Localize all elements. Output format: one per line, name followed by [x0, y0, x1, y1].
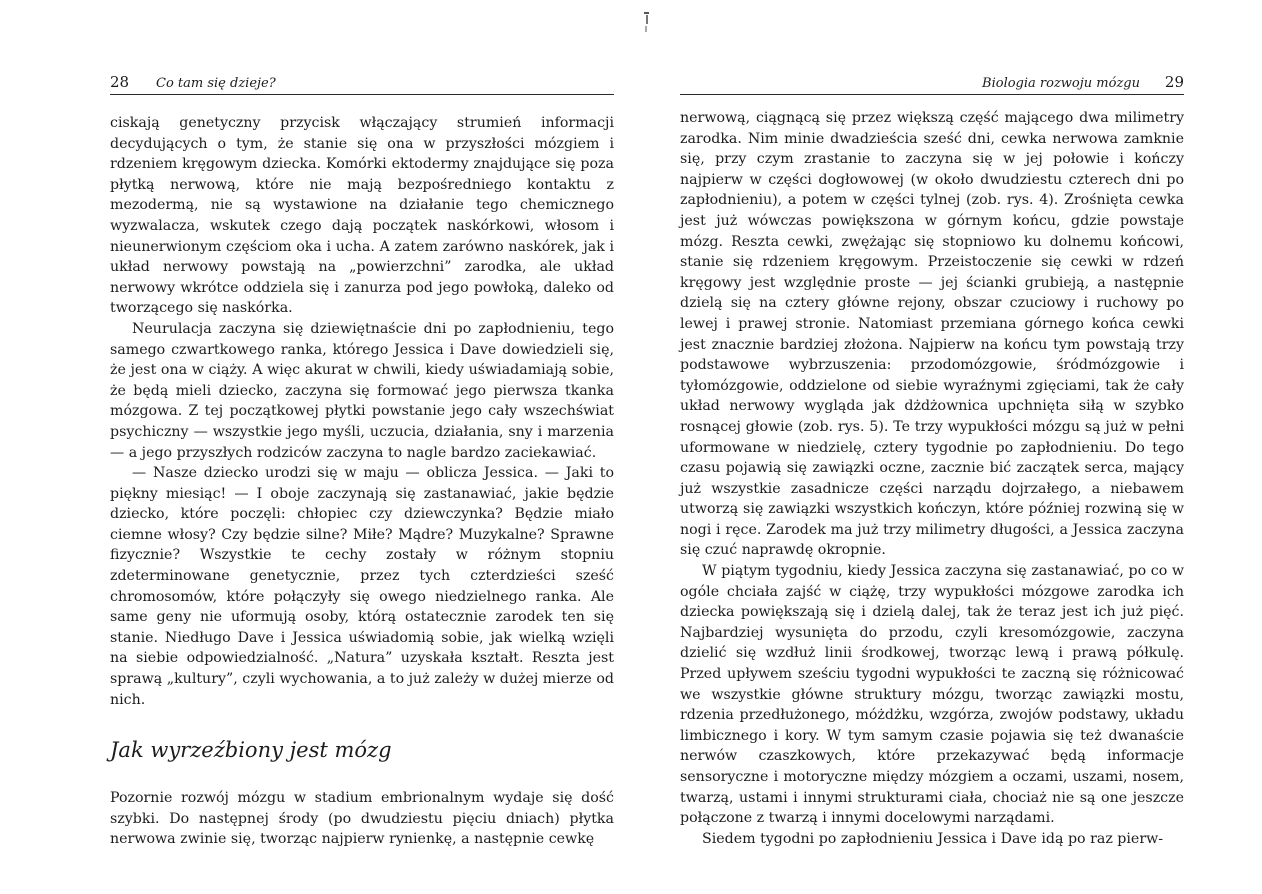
left-body-text [110, 113, 614, 710]
left-running-head [110, 72, 614, 95]
right-running-title: Biologia rozwoju mózgu [982, 76, 1140, 91]
left-page-number: 28 [110, 73, 130, 91]
left-section-text [110, 788, 614, 850]
right-paragraph-2: W piątym tygodniu, kiedy Jessica zaczyna się zastanawiać, po co w ogóle chciała zajść w ciążę, trzy wypukłości mózgowe zarodka ich dziecka powiększają się i dzielą dalej, tak że teraz jest ich już pięć. Najbardziej wysunięta do przodu, czyli kresomózgowie, zaczyna dzielić się wzdłuż linii środkowej, tworząc lewą i prawą półkulę. Przed upływem sześciu tygodni wypukłości te zaczną się różnicować we wszystkie główne struktury mózgu, tworząc zawiązki mostu, rdzenia przedłużonego, móżdżku, wzgórza, zwojów podstawy, układu limbicznego i kory. W tym samym czasie pojawia się też dwanaście nerwów czaszkowych, które przekazywać będą informacje sensoryczne i motoryczne między mózgiem a oczami, uszami, nosem, twarzą, ustami i innymi strukturami ciała, chociaż nie są one jeszcze połączone z twarzą i innymi docelowymi narządami. [680, 563, 1184, 827]
left-running-title: Co tam się dzieje? [156, 76, 276, 91]
section-heading: Jak wyrzeźbiony jest mózg [110, 738, 392, 762]
right-paragraph-1: nerwową, ciągnącą się przez większą część mającego dwa milimetry zarodka. Nim minie dwadzieścia sześć dni, cewka nerwowa zamknie się, przy czym zrastanie to zaczyna się w jej połowie i kończy najpierw w części dogłowowej (w około dwudziestu czterech dni po zapłodnieniu), a potem w części tylnej (zob. rys. 4). Zrośnięta cewka jest już wówczas powiększona w górnym końcu, gdzie powstaje mózg. Reszta cewki, zwężając się stopniowo ku dolnemu końcowi, stanie się rdzeniem kręgowym. Przeistoczenie się cewki w rdzeń kręgowy jest względnie proste — jej ścianki grubieją, a następnie dzielą się na cztery główne rejony, obszar czuciowy i ruchowy po lewej i prawej stronie. Natomiast przemiana górnego końca cewki jest znacznie bardziej złożona. Najpierw na końcu tym powstają trzy podstawowe wybrzuszenia: przodomózgowie, śródmózgowie i tyłomózgowie, oddzielone od siebie wyraźnymi zgięciami, tak że cały układ nerwowy wygląda jak dżdżownica upchnięta siłą w szybko rosnącej głowie (zob. rys. 5). Te trzy wypukłości mózgu są już w pełni uformowane w niedzielę, cztery tygodnie po zapłodnieniu. Do tego czasu pojawią się zawiązki oczne, zacznie bić zaczątek serca, mający już wszystkie zasadnicze części narządu dojrzałego, a niebawem utworzą się zawiązki wszystkich kończyn, które później rozwiną się w nogi i ręce. Zarodek ma już trzy milimetry długości, a Jessica zaczyna się czuć naprawdę okropnie. [680, 110, 1184, 559]
right-body-text [680, 108, 1184, 849]
right-running-head [680, 72, 1184, 95]
right-paragraph-3: Siedem tygodni po zapłodnieniu Jessica i Dave idą po raz pierw- [702, 830, 1164, 847]
left-paragraph-1: ciskają genetyczny przycisk włączający strumień informacji decydujących o tym, że stanie się ona w przyszłości mózgiem i rdzeniem kręgowym dziecka. Komórki ektodermy znajdujące się poza płytką nerwową, które nie mają bezpośredniego kontaktu z mezodermą, nie są wystawione na działanie tego chemicznego wyzwalacza, wskutek czego dają początek naskórkowi, włosom i nieunerwionym częściom oka i ucha. A zatem zarówno naskórek, jak i układ nerwowy powstają na „powierzchni” zarodka, ale układ nerwowy wkrótce oddziela się i zanurza pod jego powłoką, daleko od tworzącego się naskórka. [110, 115, 614, 317]
left-section-paragraph: Pozornie rozwój mózgu w stadium embrionalnym wydaje się dość szybki. Do następnej środy (po dwudziestu pięciu dniach) płytka nerwowa zwinie się, tworząc najpierw rynienkę, a następnie cewkę [110, 790, 614, 848]
right-page-number: 29 [1164, 73, 1184, 91]
scan-artifact-mark [642, 12, 652, 42]
left-paragraph-2: Neurulacja zaczyna się dziewiętnaście dni po zapłodnieniu, tego samego czwartkowego ranka, którego Jessica i Dave dowiedzieli się, że jest ona w ciąży. A więc akurat w chwili, kiedy uświadamiają sobie, że będą mieli dziecko, zaczyna się formować jego pierwsza tkanka mózgowa. Z tej początkowej płytki powstanie jego cały wszechświat psychiczny — wszystkie jego myśli, uczucia, działania, sny i marzenia — a jego przyszłych rodziców zaczyna to nagle bardzo zaciekawiać. [110, 320, 614, 461]
left-paragraph-3: — Nasze dziecko urodzi się w maju — oblicza Jessica. — Jaki to piękny miesiąc! — I oboje zaczynają się zastanawiać, jakie będzie dziecko, które poczęli: chłopiec czy dziewczynka? Będzie miało ciemne włosy? Czy będzie silne? Miłe? Mądre? Muzykalne? Sprawne fizycznie? Wszystkie te cechy zostały w różnym stopniu zdeterminowane genetycznie, przez tych czterdzieści sześć chromosomów, które połączyły się owego niedzielnego ranka. Ale same geny nie uformują osoby, którą ostatecznie zarodek ten się stanie. Niedługo Dave i Jessica uświadomią sobie, jak wielką wzięli na siebie odpowiedzialność. „Natura” uzyskała kształt. Reszta jest sprawą „kultury”, czyli wychowania, a to już zależy w dużej mierze od nich. [110, 465, 614, 708]
